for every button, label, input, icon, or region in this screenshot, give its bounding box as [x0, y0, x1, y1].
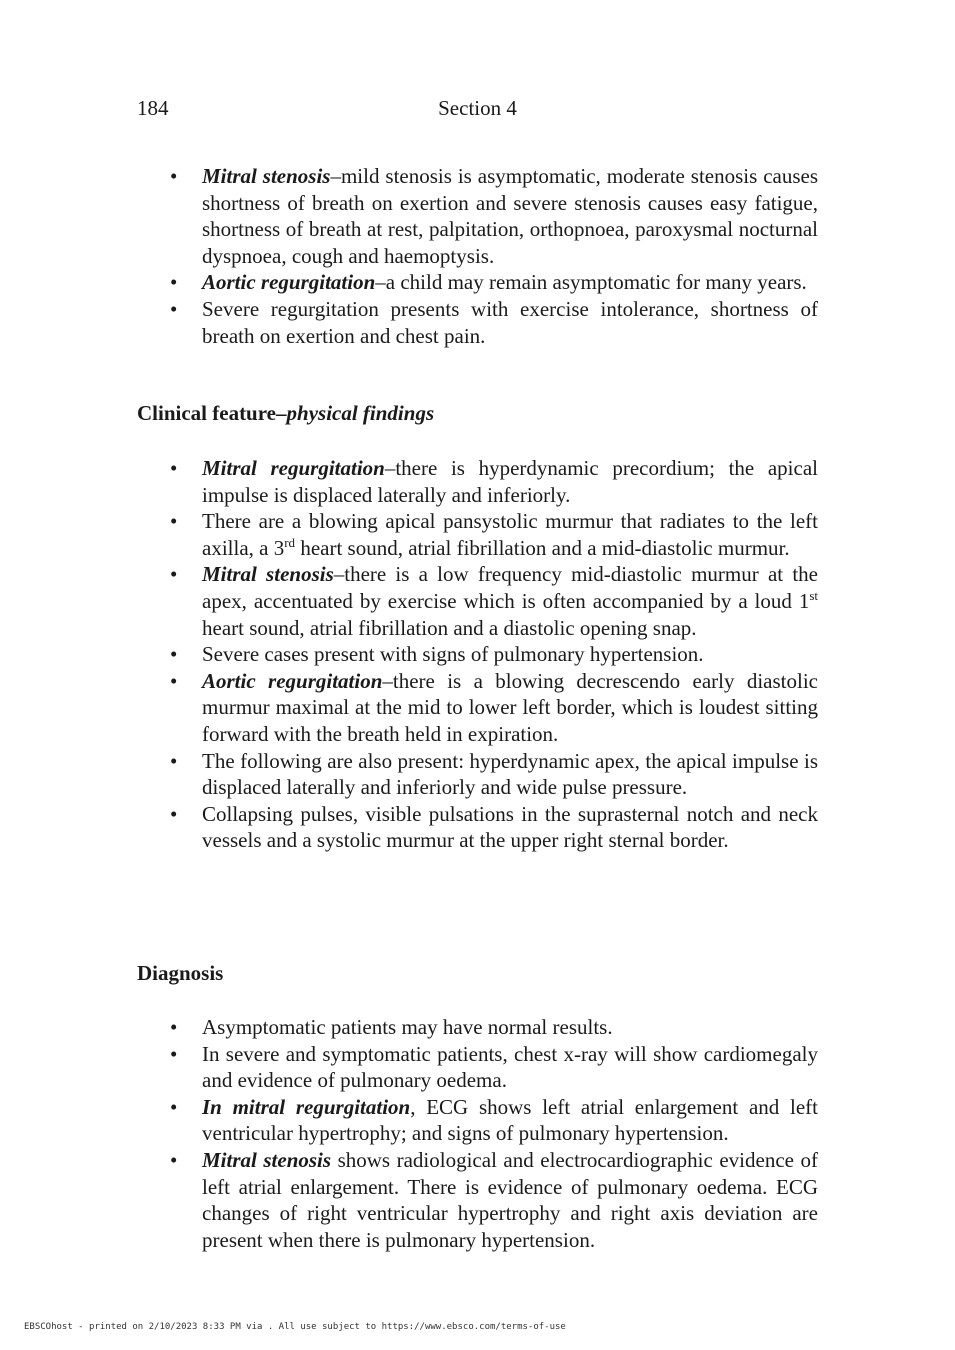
- section-heading-clinical: [137, 401, 434, 426]
- bullet-icon: •: [170, 1094, 178, 1119]
- bullet-icon: •: [170, 456, 178, 480]
- term: Mitral regurgitation: [202, 456, 385, 480]
- heading-italic-text: physical findings: [286, 401, 435, 425]
- superscript: st: [809, 587, 818, 603]
- list-item: [137, 1014, 818, 1041]
- term: In mitral regurgitation: [202, 1094, 411, 1119]
- bullet-icon: •: [170, 801, 178, 826]
- list-item: [137, 269, 818, 296]
- term: Mitral stenosis: [202, 164, 331, 188]
- clinical-list: [137, 455, 818, 854]
- item-text: –a child may remain asymptomatic for many years.: [375, 270, 807, 295]
- term: Aortic regurgitation: [202, 668, 383, 693]
- page-number: 184: [137, 96, 169, 120]
- item-text: Asymptomatic patients may have normal results.: [202, 1015, 613, 1039]
- diagnosis-list-block: [137, 1014, 818, 1253]
- footer-notice: EBSCOhost - printed on 2/10/2023 8:33 PM via . All use subject to https://www.ebsco.com/terms-of-use: [24, 1322, 566, 1332]
- item-text: , ECG shows left atrial enlargement and left ventricular hypertrophy; and signs of pulmonary hypertension.: [202, 1094, 818, 1146]
- bullet-icon: •: [170, 562, 178, 587]
- list-item: [137, 801, 818, 854]
- list-item: [137, 163, 818, 269]
- diagnosis-list: [137, 1014, 818, 1253]
- item-text: There are a blowing apical pansystolic murmur that radiates to the left axilla, a 3: [202, 509, 818, 560]
- item-text: –there is hyperdynamic precordium; the apical impulse is displaced laterally and inferiorly.: [202, 456, 818, 507]
- item-text: heart sound, atrial fibrillation and a mid-diastolic murmur.: [295, 535, 790, 560]
- item-text: shows radiological and electrocardiographic evidence of left atrial enlargement. There is evidence of pulmonary oedema. ECG changes of right ventricular hypertrophy and right axis deviation are present when there is pulmonary hypertension.: [202, 1147, 818, 1252]
- superscript: rd: [284, 534, 296, 550]
- list-item: [137, 668, 818, 748]
- list-item: [137, 641, 818, 668]
- intro-list-block: [137, 163, 818, 349]
- list-item: [137, 455, 818, 508]
- bullet-icon: •: [170, 668, 178, 693]
- bullet-icon: •: [170, 164, 178, 188]
- term: Aortic regurgitation: [202, 270, 376, 295]
- item-text: Collapsing pulses, visible pulsations in the suprasternal notch and neck vessels and a systolic murmur at the upper right sternal border.: [202, 801, 818, 853]
- heading-text: Clinical feature–: [137, 401, 287, 425]
- item-text: heart sound, atrial fibrillation and a diastolic opening snap.: [202, 615, 697, 640]
- item-text: The following are also present: hyperdynamic apex, the apical impulse is displaced laterally and inferiorly and wide pulse pressure.: [202, 748, 818, 800]
- list-item: [137, 1094, 818, 1147]
- list-item: [137, 561, 818, 641]
- section-heading-diagnosis: Diagnosis: [137, 961, 224, 985]
- term: Mitral stenosis: [202, 1147, 332, 1172]
- list-item: [137, 508, 818, 561]
- item-text: Severe regurgitation presents with exercise intolerance, shortness of breath on exertion and chest pain.: [202, 296, 818, 348]
- bullet-icon: •: [170, 1147, 178, 1172]
- list-item: [137, 748, 818, 801]
- bullet-icon: •: [170, 1041, 178, 1066]
- bullet-icon: •: [170, 270, 178, 295]
- bullet-icon: •: [170, 748, 178, 773]
- list-item: [137, 1147, 818, 1253]
- item-text: –there is a low frequency mid-diastolic murmur at the apex, accentuated by exercise which is often accompanied by a loud 1: [202, 562, 818, 613]
- item-text: –there is a blowing decrescendo early diastolic murmur maximal at the mid to lower left border, which is loudest sitting forward with the breath held in expiration.: [202, 668, 819, 746]
- term: Mitral stenosis: [202, 562, 334, 587]
- list-item: [137, 1041, 818, 1094]
- bullet-icon: •: [170, 296, 178, 321]
- running-head: Section 4: [438, 96, 517, 120]
- item-text: –mild stenosis is asymptomatic, moderate stenosis causes shortness of breath on exertion and severe stenosis causes easy fatigue, shortness of breath at rest, palpitation, orthopnoea, paroxysmal nocturnal dyspnoea, cough and haemoptysis.: [202, 164, 818, 268]
- bullet-icon: •: [170, 642, 178, 667]
- item-text: In severe and symptomatic patients, chest x-ray will show cardiomegaly and evidence of pulmonary oedema.: [202, 1041, 818, 1093]
- bullet-icon: •: [170, 509, 178, 534]
- clinical-list-block: [137, 455, 818, 854]
- item-text: Severe cases present with signs of pulmonary hypertension.: [202, 642, 704, 667]
- intro-list: [137, 163, 818, 349]
- list-item: [137, 296, 818, 349]
- bullet-icon: •: [170, 1015, 178, 1039]
